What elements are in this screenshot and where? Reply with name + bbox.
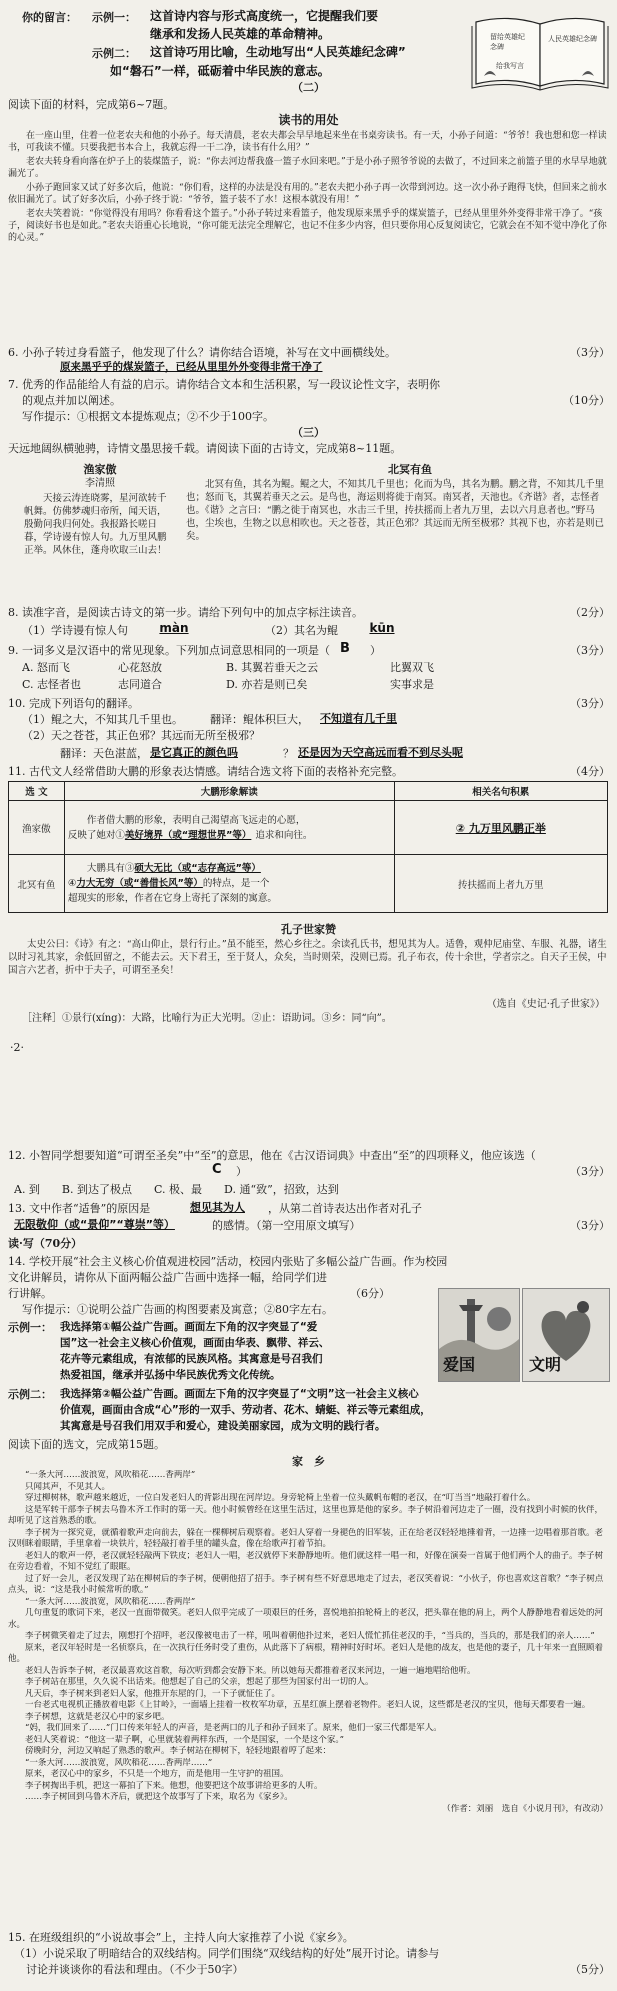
table-header: 相关名句积累 [394,782,607,801]
story-paragraph: 原来，老汉年轻时是一名侦察兵，在一次执行任务时受了重伤，从此落下了病根，精神时好时坏。老妇人是他的战友，也是他的妻子，几十年来一直照顾着他。 [8,1642,604,1664]
question-7-line2: 的观点并加以阐述。 [22,394,121,407]
question-10-mid: ？ [283,747,294,760]
book-right-text: 人民英雄纪念碑 [548,35,597,43]
home-story-body [8,1470,608,1920]
q9-option-a-pair: 心花怒放 [118,661,162,674]
story-paragraph: “一条大河……波浪宽，风吹稻花……香两岸” [25,1470,196,1480]
story-paragraph: 穿过柳树林，歌声越来越近，一位白发老妇人的背影出现在河岸边。身旁轮椅上坐着一位头戴帆布帽的老汉，在“叮当当”地敲打着什么。 [25,1493,536,1503]
example-one-prefix: 示例一： [92,11,136,24]
question-15-line2: （1）小说采取了明暗结合的双线结构。同学们围绕“双线结构的好处”展开讨论。请参与 [14,1947,440,1960]
q9-option-d-pair: 实事求是 [390,678,434,691]
story-paragraph: 李子树站在那里，久久说不出话来。他想起了自己的父亲，想起了那些为国家付出一切的人。 [25,1677,374,1687]
question-8-item1: （1）学诗谩有惊人句 [22,624,128,637]
q9-option-b-pair: 比翼双飞 [390,661,434,674]
row-name: 渔家傲 [9,801,65,855]
poem-title: 渔家傲 [83,463,117,476]
question-10: 10. 完成下列语句的翻译。 [8,697,139,710]
question-13-answer2[interactable]: 无限敬仰（或“景仰”“尊崇”等） [14,1218,175,1231]
question-9-score: （3分） [570,644,610,657]
question-7-tip: 写作提示：①根据文本提炼观点；②不少于100字。 [22,410,274,423]
row-name: 北冥有鱼 [9,855,65,913]
reading-instruction: 阅读下面的选文，完成第15题。 [8,1438,165,1451]
section-four-label: 读·写（70分） [8,1237,83,1250]
cell-text: 追求和向往。 [255,829,313,841]
cell-text: 大鹏具有③ [86,863,135,874]
poem-author: 李清照 [85,478,115,489]
prose-text: 北冥有鱼，其名为鲲。鲲之大，不知其几千里也；化而为鸟，其名为鹏。鹏之背，不知其几千里也；怒而飞，其翼若垂天之云。是鸟也，海运则将徙于南冥。南冥者，天池也。《齐谐》者，志怪者也。《谐》之言曰：“鹏之徙于南冥也，水击三千里，抟扶摇而上者九万里，去以六月息者也。”野马也，尘埃也，生物之以息相吹也。天之苍苍，其正色邪？其远而无所至极邪？其视下也，亦若是则已矣。 [186,479,605,542]
prose-title: 北冥有鱼 [388,463,432,476]
question-6: 6. 小孙子转过身看篮子，他发现了什么？请你结合语境，补写在文中画横线处。 [8,346,396,359]
story-paragraph: 老妇人告诉李子树，老汉最喜欢这首歌，每次听到都会安静下来。所以她每天都推着老汉来河边，一遍一遍地唱给他听。 [25,1665,476,1676]
poster-1-text: 爱国 [443,1355,476,1374]
example-2-line: 我选择第②幅公益广告画。画面左下角的汉字突显了“文明”这一社会主义核心 [60,1388,419,1400]
annotation-note: ［注释］①景行(xíng)：大路，比喻行为正大光明。②止：语助词。③乡：同“向”。 [22,1013,392,1024]
story-title: 读书的用处 [278,113,339,127]
question-13-post: 的感情。（第一空用原文填写） [212,1219,361,1232]
example-1-line: 花卉等元素组成，有浓郁的民族风格。其寓意是号召我们 [60,1353,323,1365]
story-title-home: 家 乡 [292,1455,325,1468]
story-paragraph: 老妇人的歌声一停，老汉就轻轻敲两下铁皮；老妇人一唱，老汉就停下来静静地听。他们就这样一唱一和，好像在演奏一首属于他们两个人的曲子。李子树在旁边看着，不知不觉红了眼眶。 [8,1550,604,1572]
poem-text: 天接云涛连晓雾，星河欲转千帆舞。仿佛梦魂归帝所，闻天语，殷勤问我归何处。我报路长嗟日暮，学诗谩有惊人句。九万里风鹏正举。风休住，蓬舟吹取三山去！ [24,493,167,556]
story-paragraph: 老农夫转身看向落在炉子上的装煤篮子，说：“你去河边帮我盛一篮子水回来吧。”于是小孙子照爷爷说的去做了，不过回来之前篮子里的水早早地就漏光了。 [8,157,607,179]
poster-2-text: 文明 [529,1355,562,1374]
question-15-line1: 15. 在班级组织的“小说故事会”上，主持人向大家推荐了小说《家乡》。 [8,1931,354,1944]
question-13-score: （3分） [570,1219,610,1232]
question-9: 9. 一词多义是汉语中的常见现象。下列加点词意思相同的一项是（ [8,644,330,657]
table-header-row [9,782,608,801]
example-two-line2: 如“磐石”一样，砥砺着中华民族的意志。 [110,64,330,78]
question-14-tip: 写作提示：①说明公益广告画的构图要素及寓意；②80字左右。 [22,1303,333,1316]
question-12: 12. 小智同学想要知道“可谓至圣矣”中“至”的意思，他在《古汉语词典》中查出“至”的四项释义，他应该选（ [8,1149,536,1162]
example-2-line: 其寓意是号召我们用双手和爱心，建设美丽家园，成为文明的践行者。 [60,1420,386,1432]
question-13-prefix: 13. 文中作者“适鲁”的原因是 [8,1202,151,1215]
q9-option-c-pair: 志同道合 [118,678,162,691]
related-quote: 抟扶摇而上者九万里 [394,855,607,913]
page-gap [0,1060,617,1140]
answer-3[interactable]: 硕大无比（或“志存高远”等） [134,863,261,874]
confucius-source: （选自《史记·孔子世家》） [486,999,605,1010]
question-10-answer3[interactable]: 还是因为天空高远而看不到尽头呢 [298,746,463,759]
story-source: （作者：刘丽 选自《小说月刊》，有改动） [442,1803,608,1814]
question-8-score: （2分） [570,606,610,619]
story-body [8,130,608,338]
section-two-label: （二） [292,81,325,94]
question-10-answer2[interactable]: 是它真正的颜色吗 [150,746,238,759]
example-1-label: 示例一： [8,1321,52,1334]
question-13-mid: ，从第二首诗表达出作者对孔子 [268,1202,422,1215]
question-8-answer2[interactable]: kūn [369,621,395,635]
story-paragraph: 只闻其声，不见其人。 [25,1481,111,1492]
story-paragraph: 傍晚时分，河边又响起了熟悉的歌声。李子树站在柳树下，轻轻地跟着哼了起来： [25,1746,332,1756]
question-9-close: ） [370,644,381,657]
poster-2[interactable] [522,1288,610,1382]
story-paragraph: “一条大河……波浪宽，风吹稻花……香两岸” [25,1596,196,1607]
story-paragraph: 凡天后，李子树来到老妇人家，他推开东屋的门，一下子就怔住了。 [25,1688,281,1699]
story-paragraph: 李子树为一探究竟，就循着歌声走向前去，躲在一棵柳树后观察着。老妇人穿着一身褪色的旧军装，正在给老汉轻轻地捶着背，一边捶一边唱着那首歌。老汉则眯着眼睛，手里拿着一块铁片，轻轻敲打着手里的罐头盒，像在给歌声打着节拍。 [8,1527,604,1549]
table-header: 选 文 [9,782,65,801]
q9-option-a[interactable]: A. 怒而飞 [22,661,70,674]
answer-1[interactable]: 美好境界（或“理想世界”等） [124,829,252,841]
question-10-item2: （2）天之苍苍，其正色邪？其远而无所至极邪？ [22,729,260,742]
question-12-score: （3分） [570,1165,610,1178]
question-10-item1-label: 翻译：鲲体积巨大， [210,713,309,726]
question-7-score: （10分） [563,394,610,407]
story-paragraph: 小孙子跑回家又试了好多次后，他说：“你们看，这样的办法是没有用的。”老农夫把小孙子再一次带到河边。这一次小孙子跑得飞快，但回来之前水依旧漏光了。试了好多次后，小孙子终于说：“爷爷，篮子装不了水！这根本就没有用！” [8,183,607,205]
example-two-prefix: 示例二： [92,47,136,60]
question-12-close: ） [236,1165,247,1178]
cell-text: 超现实的形象，作者在它身上寄托了深刻的寓意。 [67,893,277,904]
example-2-line: 价值观，画面由含成“心”形的一双手、劳动者、花木、蜻蜓、祥云等元素组成， [60,1404,431,1416]
question-14-line1: 14. 学校开展“社会主义核心价值观进校园”活动，校园内张贴了多幅公益广告画。作为校园 [8,1255,448,1268]
question-10-answer1[interactable]: 不知道有几千里 [320,712,397,725]
section-three-label: （三） [292,426,325,439]
question-15-line3: 讨论并谈谈你的看法和理由。（不少于50字） [26,1963,244,1976]
table-cell [64,801,394,855]
section3-instruction: 天远地阔纵横驰骋，诗情文墨思接千载。请阅读下面的古诗文，完成第8~11题。 [8,442,402,455]
story-paragraph: 几句重复的歌词下来，老汉一直面带微笑。老妇人似乎完成了一项艰巨的任务，喜悦地拍拍轮椅上的老汉，把头靠在他的肩上，两个人静静地看着远处的河水。 [8,1608,604,1630]
example-1-line: 我选择第①幅公益广告画。画面左下角的汉字突显了“爱 [60,1321,318,1333]
story-paragraph: 李子树掏出手机，把这一幕拍了下来。他想，他要把这个故事讲给更多的人听。 [25,1780,323,1791]
story-paragraph: 过了好一会儿，老汉发现了站在柳树后的李子树，便朝他招了招手。李子树有些不好意思地走了过去，老汉笑着说：“小伙子，你也喜欢这首歌？”李子树点点头，说：“这是我小时候常听的歌。” [8,1573,604,1595]
book-left-text-2: 给我写言 [496,62,524,70]
cell-text: 的特点，是一个 [202,878,270,889]
example-2-label: 示例二： [8,1388,52,1401]
poster-1[interactable] [438,1288,520,1382]
question-15-score: （5分） [570,1963,610,1976]
book-left-text: 留给英雄纪念碑 [490,33,525,51]
story-paragraph: 原来，老汉心中的家乡，不只是一个地方，而是他用一生守护的祖国。 [25,1769,289,1779]
cell-text: 反映了她对① [67,829,125,841]
confucius-text: 太史公曰：《诗》有之：“高山仰止，景行行止。”虽不能至，然心乡往之。余读孔氏书，想见其为人。适鲁，观仲尼庙堂、车服、礼器，诸生以时习礼其家，余低回留之，不能去云。天下君王，至于贤人，众矣，当时则荣，没则已焉。孔子布衣，传十余世，学者宗之。自天子王侯，中国言六艺者，折中于夫子，可谓至圣矣！ [8,939,607,976]
story-paragraph: 在一座山里，住着一位老农夫和他的小孙子。每天清晨，老农夫都会早早地起来坐在书桌旁读书。有一天，小孙子问道：“爷爷！我也想和您一样读书，可我读不懂。只要我把书本合上，我就忘得一干二净，读书有什么用？” [8,131,607,153]
example-one-line1: 这首诗内容与形式高度统一，它提醒我们要 [150,9,379,23]
question-14-score: （6分） [350,1287,390,1300]
question-8-item2: （2）其名为鲲 [265,624,338,637]
table-header: 大鹏形象解读 [64,782,394,801]
story-paragraph: 老农夫笑着说：“你觉得没有用吗？你看看这个篮子。”小孙子转过来看篮子，他发现原来黑乎乎的煤炭篮子，已经从里里外外变得非常干净了。“孩子，阅读好书也是如此。”老农夫语重心长地说，“你可能无法完全理解它，也记不住多少内容，但只要你用心反复阅读它，它就会在不知不觉中净化了你的心灵。” [8,209,607,243]
answer-2[interactable]: ② 九万里风鹏正举 [394,801,607,855]
question-11-score: （4分） [570,765,610,778]
message-label: 你的留言： [22,11,77,24]
question-9-answer[interactable]: B [340,641,350,656]
example-1-line: 热爱祖国，继承并弘扬中华民族优秀文化传统。 [60,1369,281,1381]
question-13-answer1[interactable]: 想见其为人 [190,1201,245,1214]
story-paragraph: 李子树想，这就是老汉心中的家乡吧。 [25,1711,170,1722]
table-row [9,801,608,855]
cell-text: ④ [67,878,77,889]
story-paragraph: ……李子树回到乌鲁木齐后，就把这个故事写了下来，取名为《家乡》。 [25,1792,293,1802]
cell-line [68,876,391,891]
table-row [9,855,608,913]
question-14-line3: 行讲解。 [8,1287,52,1300]
question-7-line1: 7. 优秀的作品能给人有益的启示。请你结合文本和生活积累，写一段议论性文字，表明你 [8,378,440,391]
story-paragraph: 这是军转干部李子树去乌鲁木齐工作时的第一天。他小时候曾经在这里生活过，这里也算是他的家乡。李子树沿着河边走了一圈，没有找到小时候的伙伴，却听见了这首熟悉的歌。 [8,1504,604,1526]
question-10-item1: （1）鲲之大，不知其几千里也。 [22,713,183,726]
page-number: ·2· [10,1041,24,1054]
answer-4[interactable]: 力大无穷（或“善借长风”等） [76,878,203,889]
confucius-title: 孔子世家赞 [281,923,336,936]
question-11: 11. 古代文人经常借助大鹏的形象表达情感。请结合选文将下面的表格补充完整。 [8,765,403,778]
question-8: 8. 读准字音，是阅读古诗文的第一步。请给下列句中的加点字标注读音。 [8,606,363,619]
example-two-line1: 这首诗巧用比喻，生动地写出“人民英雄纪念碑” [150,45,406,59]
question-14-line2: 文化讲解员，请你从下面两幅公益广告画中选择一幅，给同学们进 [8,1271,327,1284]
story-paragraph: “妈，我们回来了……”门口传来年轻人的声音，是老两口的儿子和孙子回来了。原来，他们一家三代都是军人。 [25,1723,442,1733]
example-one-line2: 继承和发扬人民英雄的革命精神。 [150,27,331,41]
cell-line [68,828,391,843]
story-paragraph: 一台老式电视机正播放着电影《上甘岭》，一面墙上挂着一枚枚军功章，五星红旗上摆着老物件。老妇人说，这些都是老汉的宝贝，他每天都要看一遍。 [25,1700,591,1710]
question-10-item2-label: 翻译：天色湛蓝， [60,747,148,760]
story-paragraph: 李子树微笑着走了过去，刚想打个招呼，老汉像被电击了一样，吼叫着朝他扑过来，老妇人慌忙抓住老汉的手，“当兵的，当兵的，那是我们的亲人……” [25,1631,595,1641]
q9-option-c[interactable]: C. 志怪者也 [22,678,82,691]
story-paragraph: “一条大河……波浪宽，风吹稻花……香两岸……” [25,1757,213,1768]
cell-text: 作者借大鹏的形象，表明自己渴望高飞远走的心愿， [86,814,306,826]
question-8-answer1[interactable]: màn [159,621,189,635]
question-6-score: （3分） [570,346,610,359]
q9-option-b[interactable]: B. 其翼若垂天之云 [226,661,319,674]
question-12-answer[interactable]: C [212,1162,222,1177]
section2-instruction: 阅读下面的材料，完成第6~7题。 [8,98,175,111]
question-10-score: （3分） [570,697,610,710]
table-cell [64,855,394,913]
q11-table [8,781,608,913]
story-paragraph: 老妇人笑着说：“他这一辈子啊，心里就装着两样东西，一个是国家，一个是这个家。” [25,1734,344,1745]
example-1-line: 国”这一社会主义核心价值观，画面由华表、飘带、祥云、 [60,1337,330,1349]
question-6-answer[interactable]: 原来黑乎乎的煤炭篮子，已经从里里外外变得非常干净了 [60,361,323,373]
question-12-options[interactable]: A. 到 B. 到达了极点 C. 极、最 D. 通“致”，招致，达到 [14,1183,339,1196]
q9-option-d[interactable]: D. 亦若是则已矣 [226,678,308,691]
cell-line [68,861,391,876]
